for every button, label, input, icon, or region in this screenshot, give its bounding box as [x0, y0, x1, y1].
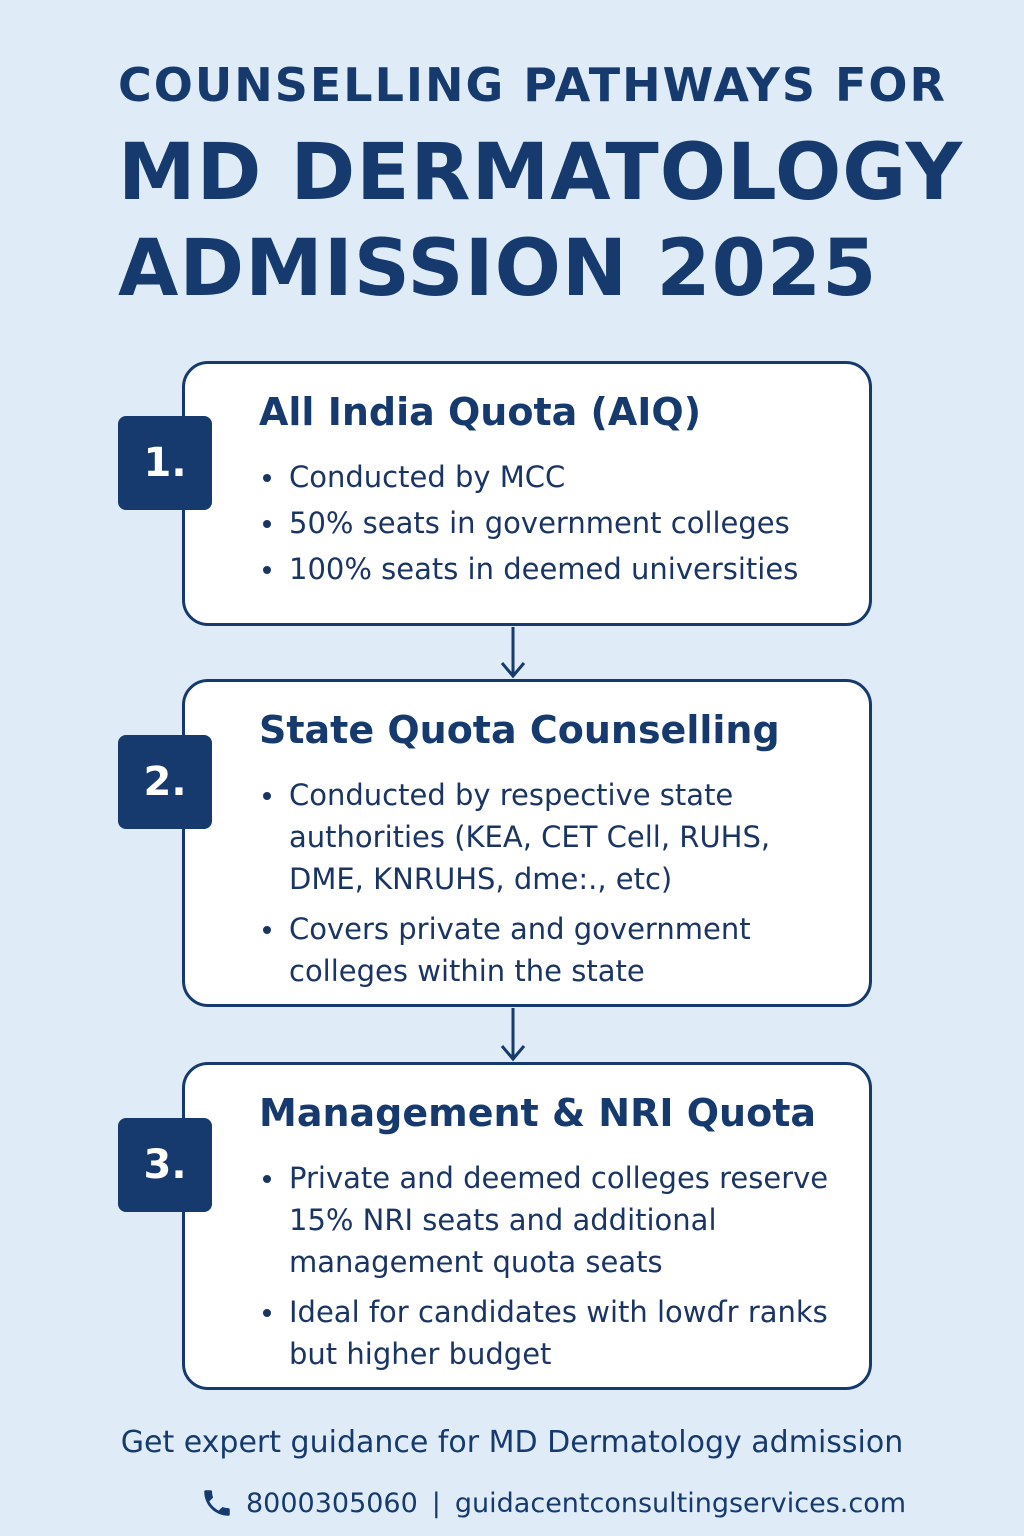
down-arrow-icon	[499, 1008, 527, 1062]
step-card-management-nri	[182, 1062, 872, 1390]
phone-number[interactable]: 8000305060	[246, 1487, 418, 1519]
bullet-item: Private and deemed colleges reserve 15% NRI seats and additional management quota seats	[259, 1157, 853, 1283]
bullet-item: Covers private and government colleges within the state	[259, 908, 853, 992]
step-card-aiq	[182, 361, 872, 626]
bullet-list	[259, 1157, 853, 1375]
down-arrow-icon	[499, 627, 527, 679]
bullet-item: Ideal for candidates with lowɗr ranks but higher budget	[259, 1291, 853, 1375]
bullet-item: Conducted by respective state authorities (KEA, CET Cell, RUHS, DME, KNRUHS, dme:., etc)	[259, 774, 853, 900]
title-line-1: COUNSELLING PATHWAYS FOR	[118, 58, 947, 112]
bullet-list	[259, 774, 853, 992]
title-line-3: ADMISSION 2025	[118, 224, 878, 314]
footer-tagline: Get expert guidance for MD Dermatology admission	[120, 1425, 904, 1460]
contact-row	[200, 1486, 906, 1520]
website-link[interactable]: guidacentconsultingservices.com	[454, 1487, 907, 1519]
step-heading: State Quota Counselling	[259, 708, 780, 752]
bullet-list	[259, 456, 853, 594]
step-number-badge: 3.	[118, 1118, 212, 1212]
step-heading: Management & NRI Quota	[259, 1091, 817, 1135]
bullet-item: 100% seats in deemed universities	[259, 544, 853, 594]
bullet-item: 50% seats in government colleges	[259, 498, 853, 548]
step-heading: All India Quota (AIQ)	[259, 390, 702, 434]
phone-icon	[200, 1486, 234, 1520]
bullet-item: Conducted by MCC	[259, 452, 853, 502]
step-card-state-quota	[182, 679, 872, 1007]
step-number-badge: 1.	[118, 416, 212, 510]
step-number-badge: 2.	[118, 735, 212, 829]
title-line-2: MD DERMATOLOGY	[118, 128, 964, 218]
separator: |	[431, 1487, 441, 1519]
